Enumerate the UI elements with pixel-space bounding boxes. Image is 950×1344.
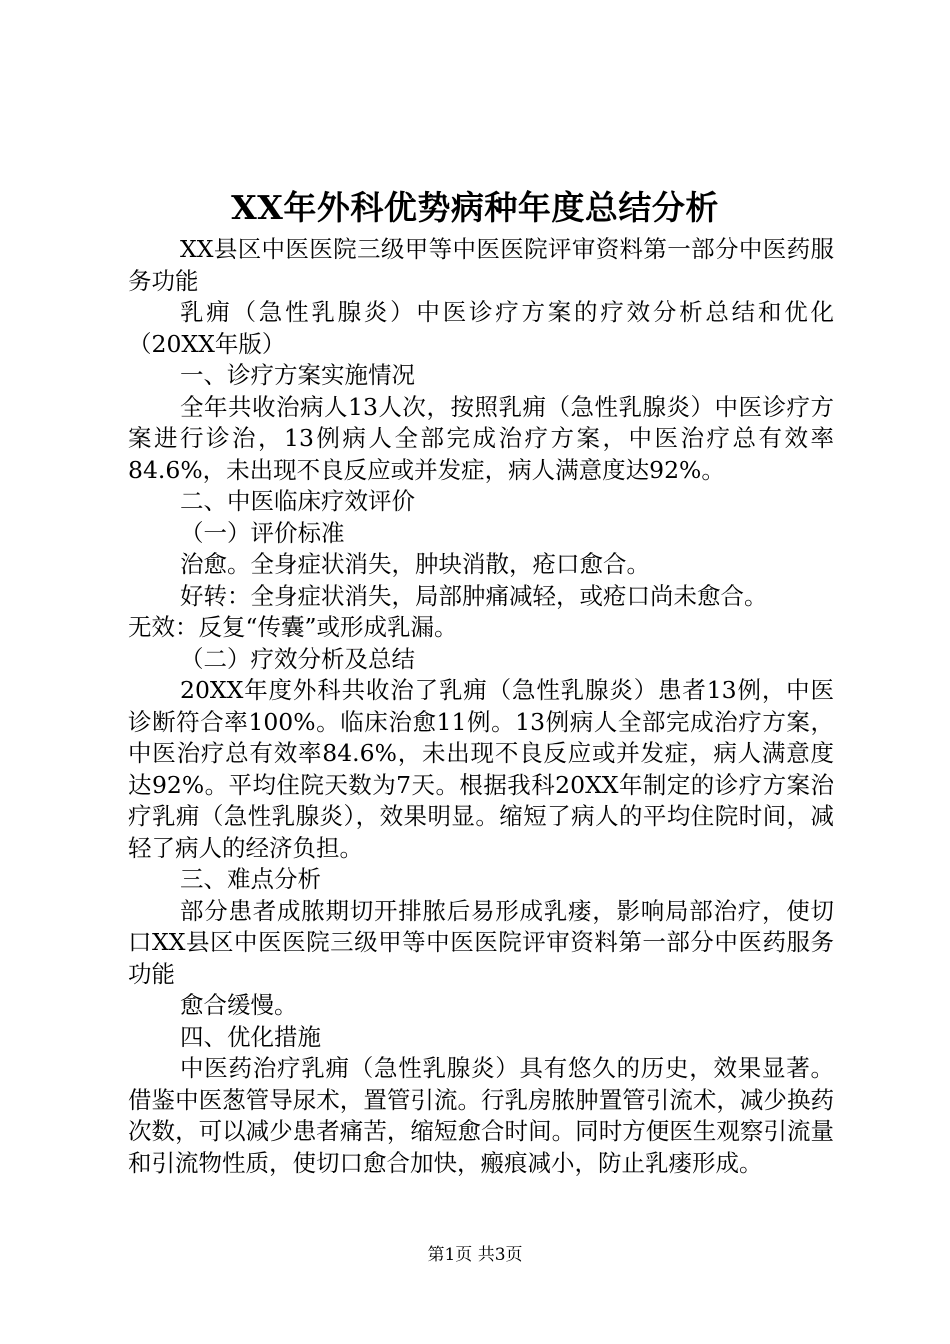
subheading-criteria: （一）评价标准 [180,518,345,547]
paragraph-difficulties-continued: 愈合缓慢。 [180,991,298,1019]
section-heading-evaluation: 二、中医临床疗效评价 [180,487,415,515]
paragraph-criteria-cured: 治愈。全身症状消失，肿块消散，疮口愈合。 [180,550,650,578]
subheading-analysis-summary: （二）疗效分析及总结 [180,644,415,673]
page-footer: 第1页 共3页 [427,1245,523,1265]
paragraph-implementation: 全年共收治病人13人次，按照乳痈（急性乳腺炎）中医诊疗方案进行诊治，13例病人全部完成治疗方案，中医治疗总有效率84.6%，未出现不良反应或并发症，病人满意度达92%。 [128,392,834,484]
document-title: XX年外科优势病种年度总结分析 [231,188,719,227]
paragraph-optimization: 中医药治疗乳痈（急性乳腺炎）具有悠久的历史，效果显著。借鉴中医葱管导尿术，置管引流。行乳房脓肿置管引流术，减少换药次数，可以减少患者痛苦，缩短愈合时间。同时方便医生观察引流量和引流物性质，使切口愈合加快，瘢痕减小，防止乳瘘形成。 [128,1054,834,1177]
section-heading-implementation: 一、诊疗方案实施情况 [180,361,415,389]
paragraph-analysis-summary: 20XX年度外科共收治了乳痈（急性乳腺炎）患者13例，中医诊断符合率100%。临床治愈11例。13例病人全部完成治疗方案，中医治疗总有效率84.6%，未出现不良反应或并发症，病人满意度达92%。平均住院天数为7天。根据我科20XX年制定的诊疗方案治疗乳痈（急性乳腺炎），效果明显。缩短了病人的平均住院时间，减轻了病人的经济负担。 [128,676,834,862]
paragraph-hospital-header: XX县区中医医院三级甲等中医医院评审资料第一部分中医药服务功能 [128,235,834,295]
paragraph-plan-title: 乳痈（急性乳腺炎）中医诊疗方案的疗效分析总结和优化（20XX年版） [128,298,834,358]
paragraph-criteria-ineffective: 无效：反复“传囊”或形成乳漏。 [128,613,458,641]
paragraph-difficulties: 部分患者成脓期切开排脓后易形成乳瘘，影响局部治疗，使切口XX县区中医医院三级甲等中医医院评审资料第一部分中医药服务功能 [128,896,834,988]
document-body [128,234,834,1179]
section-heading-difficulties: 三、难点分析 [180,865,321,893]
paragraph-criteria-improved: 好转：全身症状消失，局部肿痛减轻，或疮口尚未愈合。 [180,581,768,610]
section-heading-optimization: 四、优化措施 [180,1022,321,1051]
